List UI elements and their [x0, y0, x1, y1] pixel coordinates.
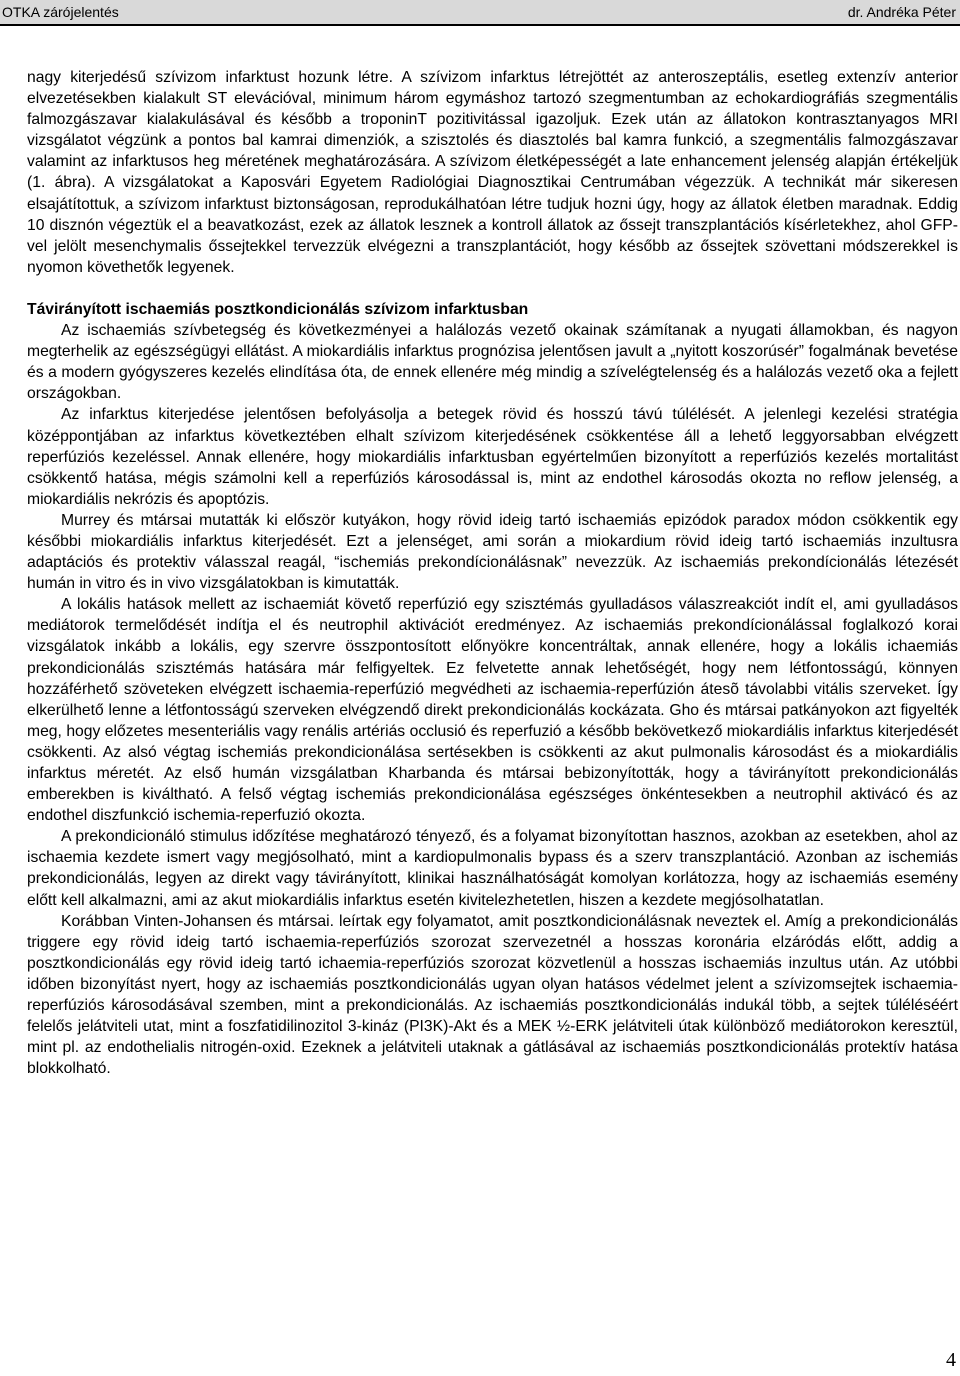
body-paragraph: Korábban Vinten-Johansen és mtársai. leírtak egy folyamatot, amit posztkondicionálásnak neveztek el. Amíg a prekondicionálás triggere egy rövid ideig tartó ischaemia-reperfúziós szorozat szervezetnél a hosszas koronária elzáródás előtt, addig a posztkondicionálás egy rövid ideig tartó ichaemia-reperfúziós szorozat közvetlenül a hosszas ischaemiás inzultus után. Az utóbbi időben bizonyítást nyert, hogy az ischaemiás posztkondicionálás ugyan olyan hatásos védelmet jelent a szívizomsejtek ischaemia-reperfúziós károsodásával szemben, mint a prekondicionálás. Az ischaemiás posztkondicionálás indukál több, a sejtek túléléséért felelős jelátviteli utat, mint a foszfatidilinozitol 3-kináz (PI3K)-Akt és a MEK ½-ERK jelátviteli útak különböző mediátorokon keresztül, mint pl. az endothelialis nitrogén-oxid. Ezeknek a jelátviteli utaknak a gátlásával az ischaemiás posztkondicionálás protektív hatása blokkolható. — [27, 912, 958, 1078]
header-report-title: OTKA zárójelentés — [2, 4, 119, 20]
body-paragraph: A prekondicionáló stimulus időzítése meghatározó tényező, és a folyamat bizonyítottan hasznos, azokban az esetekben, ahol az ischaemia kezdete ismert vagy megjósolható, mint a kardiopulmonalis bypass és a szerv transzplantáció. Azonban az ischemiás prekondicionálás, legyen az direkt vagy távirányított, klinikai használhatóságát komolyan korlátozza, hogy az ischaemiás esemény előtt kell alkalmazni, ami az akut miokardiális infarktus esetén kivitelezhetetlen, hiszen a kezdete megjósolhatatlan. — [27, 828, 958, 909]
body-paragraph: Az ischaemiás szívbetegség és következményei a halálozás vezető okainak számítanak a nyugati államokban, és nagyon megterhelik az egészségügyi ellátást. A miokardiális infarktus prognózisa jelentősen javult a „nyitott koszorúsér” fogalmának bevetése és a modern gyógyszeres kezelés elindítása óta, de ennek ellenére még mindig a szívelégtelenség és a halálozás vezető oka a fejlett országokban. — [27, 322, 958, 403]
page-header — [0, 0, 960, 26]
page-number: 4 — [946, 1349, 956, 1371]
document-body — [27, 67, 958, 1079]
section-heading: Távirányított ischaemiás posztkondicionálás szívizom infarktusban — [27, 300, 529, 318]
body-paragraph: A lokális hatások mellett az ischaemiát követő reperfúzió egy szisztémás gyulladásos válaszreakciót indít el, ami gyulladásos mediátorok termelődését indítja el és neutrophil aktivációt eredményez. Az ischaemiás prekondícionálással foglalkozó korai vizsgálatok inkább a lokális, egy szervre összpontosított előnyökre koncentráltak, annak ellenére, hogy a lokális ichaemiás prekondicionálás szisztémás hatására már felfigyeltek. Ez felvetette annak lehetőségét, hogy nem létfontosságú, könnyen hozzáférhető szöveteken elvégzett ischaemia-reperfúzió megvédheti az ischaemia-reperfúzión átesõ távolabbi vitális szerveket. Így elkerülhető lenne a létfontosságú szerveken elvégzendő direkt prekondicionálás kockázata. Gho és mtársai patkányokon azt figyelték meg, hogy előzetes mesenteriális vagy renális artériás occlusió és reperfuzió a később bekövetkező miokardiális infarktus kiterjedését csökkenti. Az alsó végtag ischemiás prekondicionálása sertésekben is csökkenti az akut pulmonalis károsodást és a miokardiális infarktus méretét. Az első humán vizsgálatban Kharbanda és mtársai bebizonyították, hogy a távirányított prekondicionálás emberekben is kiváltható. A felső végtag ischemiás prekondicionálása egészséges önkéntesekben a neutrophil aktivácó és az endothel diszfunkció ischemia-reperfuzió okozta. — [27, 596, 958, 825]
header-author: dr. Andréka Péter — [847, 4, 956, 20]
body-paragraph: Murrey és mtársai mutatták ki először kutyákon, hogy rövid ideig tartó ischaemiás epizódok paradox módon csökkentik egy későbbi miokardiális infarktus kiterjedését. Ezt a jelenséget, ami során a miokardium rövid ideig tartó ischaemiás inzultusra adaptációs és protektiv válasszal reagál, “ischemiás prekondícionálásnak” nevezzük. Az ischaemiás prekondícionálás létezését humán in vitro és in vivo vizsgálatokban is kimutatták. — [27, 511, 958, 593]
body-paragraph: Az infarktus kiterjedése jelentősen befolyásolja a betegek rövid és hosszú távú túlélését. A jelenlegi kezelési stratégia középpontjában az infarktus következtében elhalt szívizom kiterjedésének csökkentése áll a lehető leggyorsabban elvégzett reperfúziós kezeléssel. Annak ellenére, hogy miokardiális infarktusban egyértelműen bizonyított a reperfúziós kezelés mortalitást csökkentő hatása, mégis számolni kell a reperfúziós károsodással is, mint az endothel károsodás okozta no reflow jelenség, a miokardiális nekrózis és apoptózis. — [27, 406, 958, 508]
body-paragraph: nagy kiterjedésű szívizom infarktust hozunk létre. A szívizom infarktus létrejöttét az anteroszeptális, esetleg extenzív anterior elvezetésekben kialakult ST elevációval, minimum három egymáshoz tartozó szegmentumban az echokardiográfiás szegmentális falmozgászavar kialakulásával és később a troponinT pozitivitással igazoljuk. Ezek után az állatokon kontrasztanyagos MRI vizsgálatot végzünk a pontos bal kamrai dimenziók, a szisztolés és diasztolés bal kamra funkció, a szegmentális falmozgászavar valamint az infarktusos heg méretének meghatározására. A szívizom életképességét a late enhancement jelenség alapján értékeljük (1. ábra). A vizsgálatokat a Kaposvári Egyetem Radiológiai Diagnosztikai Centrumában végezzük. A technikát már sikeresen elsajátítottuk, a szívizom infarktust biztonságosan, reprodukálhatóan létre tudjuk hozni úgy, hogy az állatok életben maradnak. Eddig 10 disznón végeztük el a beavatkozást, ezek az állatok lesznek a kontroll állatok az őssejt transzplantációs kísérletekhez, ahol GFP-vel jelölt mesenchymalis őssejtekkel tervezzük elvégezni a transzplantációt, hogy később az őssejtek szövettani módszerekkel is nyomon követhetők legyenek. — [27, 69, 958, 276]
